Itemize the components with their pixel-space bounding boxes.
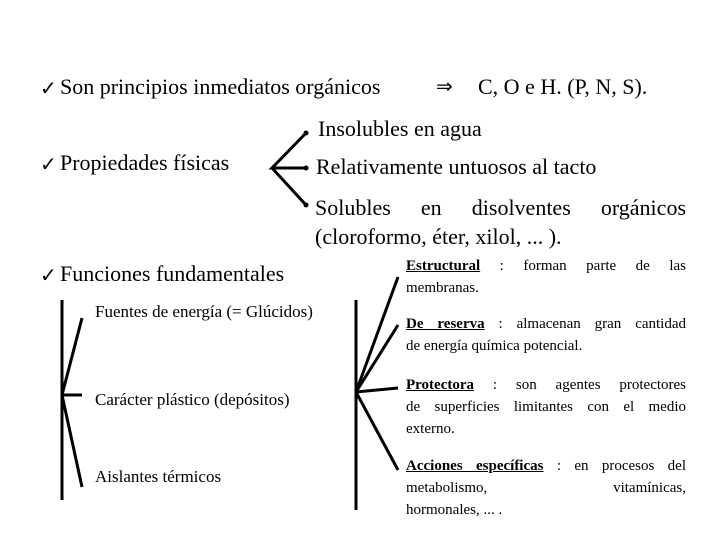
propiedades-dot-1 — [304, 131, 309, 136]
funcion-right-item: Protectora : son agentes protectores de superficies limitantes con el medio externo. — [406, 377, 687, 437]
right-bracket-lower-diagonal — [356, 392, 398, 470]
elements-text: C, O e H. (P, N, S). — [478, 74, 648, 99]
left-bracket-upper-diagonal — [62, 318, 82, 395]
propiedad-item: Relativamente untuosos al tacto — [316, 154, 597, 179]
funcion-right-item: Acciones específicas : en procesos del metabolismo, vitamínicas, hormonales, ... . — [406, 458, 686, 518]
funcion-term: Protectora — [406, 377, 475, 393]
funcion-term: De reserva — [406, 316, 485, 332]
right-bracket-middle — [356, 388, 398, 392]
check-icon: ✓ — [40, 76, 57, 100]
propiedad-item: Insolubles en agua — [318, 116, 482, 141]
funcion-right-item: De reserva : almacenan gran cantidad de energía química potencial. — [406, 316, 687, 354]
funcion-left-item: Fuentes de energía (= Glúcidos) — [95, 302, 313, 321]
propiedad-item: (cloroformo, éter, xilol, ... ). — [315, 224, 562, 249]
propiedades-dot-2 — [304, 166, 309, 171]
check-icon: ✓ — [40, 152, 57, 176]
funciones-title: Funciones fundamentales — [60, 261, 285, 286]
check-icon: ✓ — [40, 263, 57, 287]
propiedades-bracket-top — [272, 133, 306, 168]
propiedades-bracket-bottom — [272, 168, 306, 205]
implies-arrow-icon: ⇒ — [436, 74, 453, 98]
funcion-left-item: Aislantes térmicos — [95, 467, 222, 486]
funcion-term: Acciones específicas — [406, 458, 544, 474]
funcion-left-item: Carácter plástico (depósitos) — [95, 390, 290, 409]
propiedades-dot-3 — [304, 203, 309, 208]
funcion-right-item: Estructural : forman parte de las membranas. — [406, 258, 686, 296]
left-bracket-lower-diagonal — [62, 395, 82, 487]
funcion-term: Estructural — [406, 258, 481, 274]
propiedad-item: Solubles en disolventes orgánicos — [315, 195, 686, 220]
propiedades-title: Propiedades físicas — [60, 150, 230, 175]
principios-text: Son principios inmediatos orgánicos — [60, 74, 381, 99]
